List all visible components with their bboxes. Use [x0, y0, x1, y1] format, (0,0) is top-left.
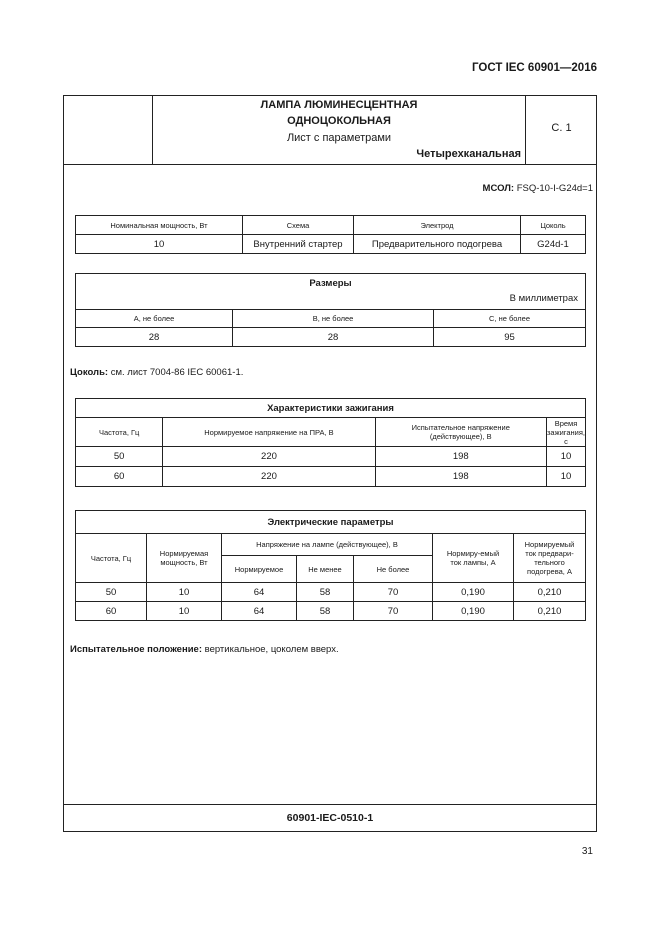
table-header: Не более [354, 556, 433, 583]
table-header: Время зажигания, с [546, 418, 586, 446]
electrical-parameters-table [75, 510, 586, 621]
table-header: Нормируемое [222, 556, 297, 583]
table-cell: 0,190 [433, 583, 514, 602]
table-cell: 64 [222, 602, 297, 621]
table-cell: 10 [147, 583, 222, 602]
table-cell: 50 [76, 583, 147, 602]
table-cell: Предварительного подогрева [354, 235, 521, 254]
footer-divider [63, 804, 597, 805]
ignition-table [75, 398, 586, 487]
table-cell: 0,190 [433, 602, 514, 621]
table-header: Напряжение на лампе (действующее), В [222, 534, 433, 556]
mcol-label: МСОЛ: [482, 183, 515, 194]
table-cell: 95 [434, 328, 586, 347]
table-cell: 10 [76, 235, 243, 254]
table-cell: 70 [354, 583, 433, 602]
sheet-designation: 60901-IEC-0510-1 [286, 812, 374, 824]
cap-note-text: см. лист 7004-86 IEC 60061-1. [110, 367, 244, 378]
table-header: Не менее [297, 556, 354, 583]
dimensions-title: Размеры [309, 278, 352, 289]
table-cell: 0,210 [514, 602, 586, 621]
mcol-value: FSQ-10-I-G24d=1 [516, 183, 593, 194]
title-line-2: ОДНОЦОКОЛЬНАЯ [287, 115, 391, 127]
sheet-subtitle: Лист с параметрами [286, 132, 392, 144]
dimensions-table [75, 273, 586, 347]
cap-note [70, 367, 243, 378]
table-header: Цоколь [521, 216, 586, 235]
lamp-info-table [75, 215, 586, 254]
table-cell: 198 [375, 467, 546, 487]
table-cell: 60 [76, 602, 147, 621]
table-cell: 28 [76, 328, 233, 347]
table-header: Частота, Гц [76, 534, 147, 583]
table-header: Испытательное напряжение (действующее), В [375, 418, 546, 447]
table-cell: 28 [233, 328, 434, 347]
mcol-designation [483, 183, 593, 194]
document-code: ГОСТ IEC 60901—2016 [472, 62, 597, 74]
table-header: Нормируемый ток предвари-тельного подогрева, А [514, 534, 586, 583]
ignition-title: Характеристики зажигания [76, 399, 586, 418]
table-header: Схема [243, 216, 354, 235]
table-cell: 58 [297, 583, 354, 602]
page-number: 31 [581, 846, 593, 857]
table-header: A, не более [76, 310, 233, 328]
table-header: B, не более [233, 310, 434, 328]
table-cell: 60 [76, 467, 163, 487]
table-header: C, не более [434, 310, 586, 328]
table-header: Нормируемое напряжение на ПРА, В [163, 418, 375, 447]
test-position-note [70, 644, 339, 655]
table-cell: G24d-1 [521, 235, 586, 254]
table-cell: 10 [546, 467, 585, 487]
sheet-number: С. 1 [551, 122, 572, 134]
table-header: Частота, Гц [76, 418, 163, 447]
table-header: Нормируемая мощность, Вт [147, 534, 222, 583]
table-cell: 58 [297, 602, 354, 621]
title-line-1: ЛАМПА ЛЮМИНЕСЦЕНТНАЯ [260, 99, 418, 111]
table-cell: 10 [546, 447, 585, 467]
table-cell: Внутренний стартер [243, 235, 354, 254]
electrical-title: Электрические параметры [76, 511, 586, 534]
table-cell: 64 [222, 583, 297, 602]
table-header: Нормиру-емый ток лампы, А [433, 534, 514, 583]
table-header: Номинальная мощность, Вт [76, 216, 243, 235]
table-cell: 0,210 [514, 583, 586, 602]
table-cell: 70 [354, 602, 433, 621]
table-cell: 198 [375, 447, 546, 467]
test-position-label: Испытательное положение: [70, 644, 202, 655]
table-header: Электрод [354, 216, 521, 235]
table-cell: 10 [147, 602, 222, 621]
table-cell: 50 [76, 447, 163, 467]
table-cell: 220 [163, 447, 375, 467]
dimensions-header [76, 274, 586, 310]
dimensions-unit: В миллиметрах [509, 293, 578, 304]
cap-note-label: Цоколь: [70, 367, 109, 378]
test-position-text: вертикальное, цоколем вверх. [204, 644, 339, 655]
lamp-type: Четырехканальная [416, 148, 521, 160]
table-cell: 220 [163, 467, 375, 487]
